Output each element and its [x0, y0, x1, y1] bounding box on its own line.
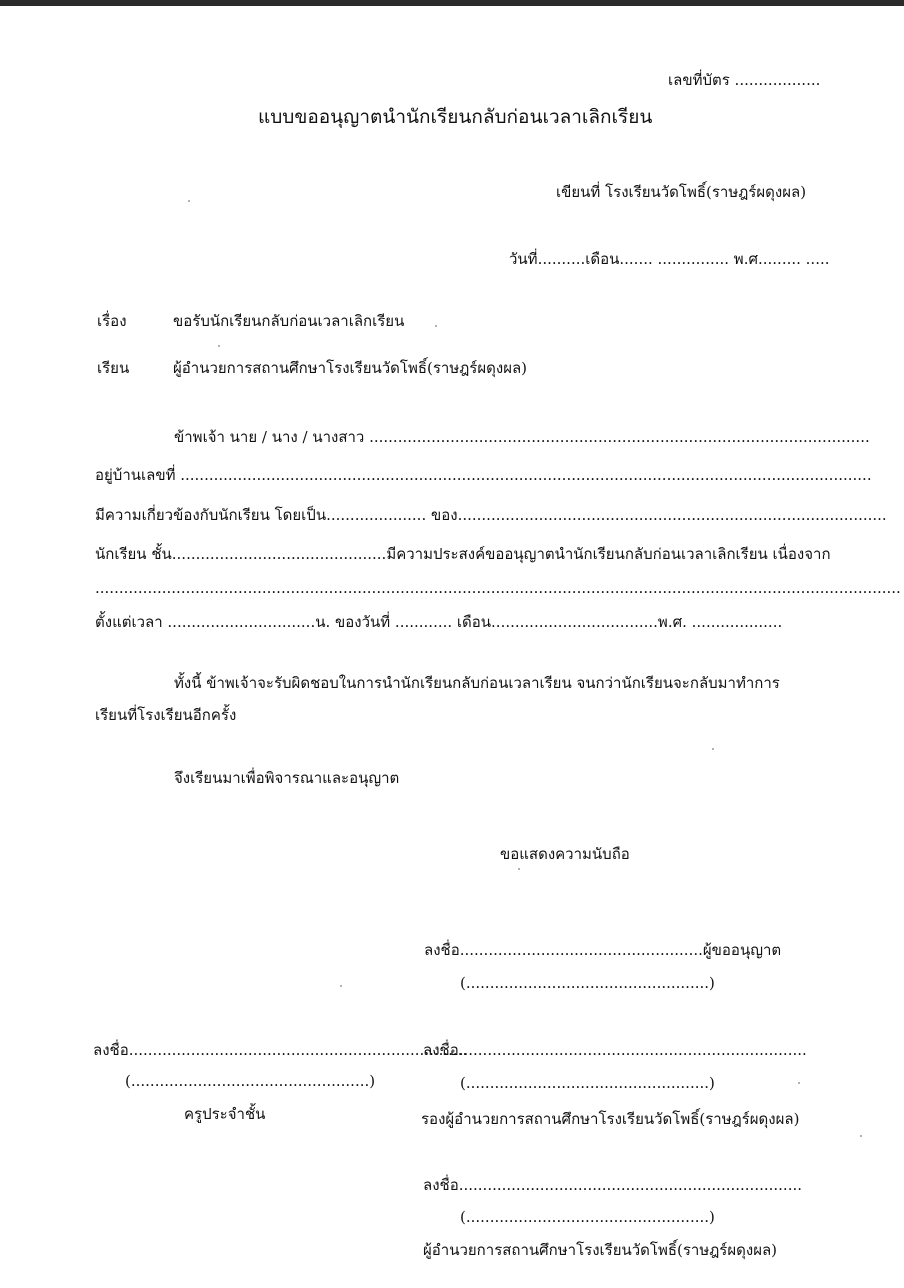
responsibility-line-1: ทั้งนี้ ข้าพเจ้าจะรับผิดชอบในการนำนักเรียนกลับก่อนเวลาเรียน จนกว่านักเรียนจะกลับมาทำการ — [174, 674, 780, 692]
card-number: เลขที่บัตร .................. — [668, 71, 821, 89]
scan-speck — [188, 200, 190, 202]
deputy-name-line: (...................................................) — [460, 1074, 715, 1092]
subject-label: เรื่อง — [97, 312, 127, 330]
body-line-address: อยู่บ้านเลขที่ ................................................................................................................................................. — [95, 466, 872, 484]
deputy-title: รองผู้อำนวยการสถานศึกษาโรงเรียนวัดโพธิ์(ราษฎร์ผดุงผล) — [421, 1110, 800, 1128]
director-signature-line: ลงชื่อ........................................................................ — [423, 1176, 803, 1194]
teacher-title: ครูประจำชั้น — [184, 1105, 266, 1123]
scan-speck — [798, 1082, 800, 1084]
director-title: ผู้อำนวยการสถานศึกษาโรงเรียนวัดโพธิ์(ราษฎร์ผดุงผล) — [423, 1241, 778, 1259]
responsibility-line-2: เรียนที่โรงเรียนอีกครั้ง — [95, 706, 237, 724]
to-label: เรียน — [97, 359, 130, 377]
body-line-class: นักเรียน ชั้น.............................................มีความประสงค์ขออนุญาตนำนักเรียนกลับก่อนเวลาเลิกเรียน เนื่องจาก — [95, 545, 831, 563]
page-title: แบบขออนุญาตนำนักเรียนกลับก่อนเวลาเลิกเรียน — [258, 106, 653, 128]
scan-speck — [860, 1135, 862, 1137]
scan-speck — [218, 345, 220, 347]
teacher-signature-line: ลงชื่อ....................................................................... — [93, 1041, 468, 1059]
subject-text: ขอรับนักเรียนกลับก่อนเวลาเลิกเรียน — [173, 312, 405, 330]
teacher-name-line: (..................................................) — [125, 1072, 376, 1090]
closing-line: ขอแสดงความนับถือ — [500, 845, 630, 863]
date-line: วันที่..........เดือน....... ............... พ.ศ......... ..... — [509, 250, 830, 268]
scan-speck — [435, 325, 437, 327]
director-name-line: (...................................................) — [460, 1208, 715, 1226]
requester-signature-line: ลงชื่อ...................................................ผู้ขออนุญาต — [424, 941, 782, 959]
top-border — [0, 0, 904, 6]
body-line-name: ข้าพเจ้า นาย / นาง / นางสาว ......................................................................................................... — [174, 428, 870, 446]
to-text: ผู้อำนวยการสถานศึกษาโรงเรียนวัดโพธิ์(ราษฎร์ผดุงผล) — [173, 359, 528, 377]
requester-name-line: (...................................................) — [460, 974, 715, 992]
scan-speck — [518, 868, 520, 870]
written-at: เขียนที่ โรงเรียนวัดโพธิ์(ราษฎร์ผดุงผล) — [556, 183, 807, 201]
body-line-reason: ......................................................................................................................................................................... — [95, 579, 901, 597]
scan-speck — [712, 748, 714, 750]
deputy-signature-line: ลงชื่อ......................................................................... — [423, 1041, 807, 1059]
scan-speck — [340, 985, 342, 987]
body-line-relation: มีความเกี่ยวข้องกับนักเรียน โดยเป็น..................... ของ.......................................................................................... — [95, 506, 887, 524]
request-line: จึงเรียนมาเพื่อพิจารณาและอนุญาต — [174, 769, 400, 787]
body-line-time: ตั้งแต่เวลา ...............................น. ของวันที่ ............ เดือน...................................พ.ศ. ................... — [95, 613, 783, 631]
